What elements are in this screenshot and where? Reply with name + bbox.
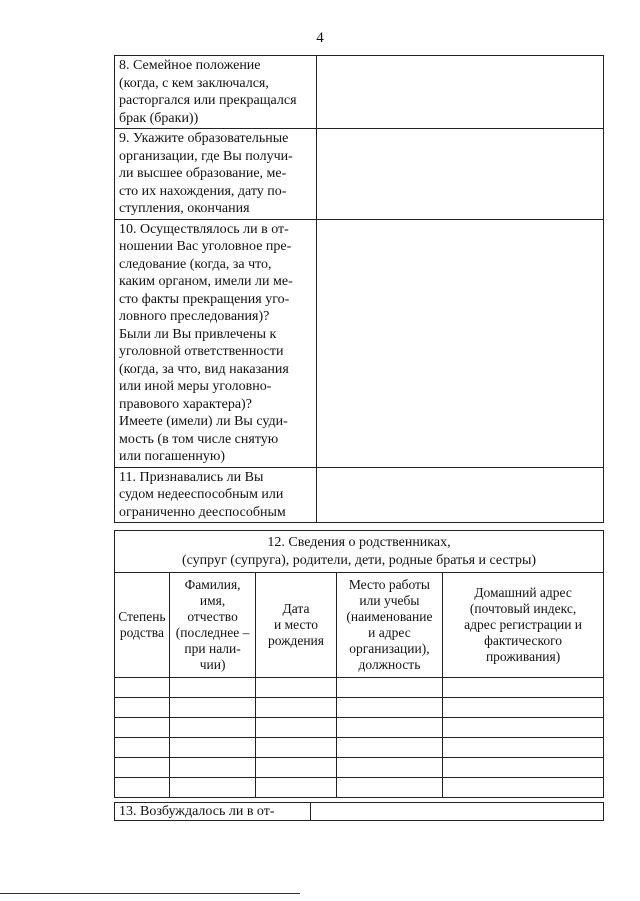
relatives-cell[interactable] — [336, 778, 443, 798]
bottom-rule — [0, 893, 300, 894]
question-row-13 — [115, 803, 604, 821]
question-13-label: 13. Возбуждалось ли в от- — [115, 803, 311, 821]
relatives-cell[interactable] — [115, 718, 170, 738]
relatives-title-line2: (супруг (супруга), родители, дети, родные братья и сестры) — [181, 553, 537, 568]
relatives-title — [115, 531, 604, 573]
relatives-cell[interactable] — [443, 698, 604, 718]
relatives-row — [115, 758, 604, 778]
relatives-cell[interactable] — [115, 778, 170, 798]
relatives-title-line1: 12. Сведения о родственниках, — [267, 535, 451, 550]
question-9-label: 9. Укажите образовательные организации, где Вы получи- ли высшее образование, ме- сто их нахождения, дату по- ступления, окончания — [115, 129, 317, 220]
col-home-address: Домашний адрес (почтовый индекс, адрес регистрации и фактического проживания) — [443, 573, 604, 678]
relatives-title-row — [115, 531, 604, 573]
question-13-answer[interactable] — [311, 803, 604, 821]
question-11-label: 11. Признавались ли Вы судом недееспособным или ограниченно дееспособным — [115, 467, 317, 523]
question-row-10 — [115, 219, 604, 467]
relatives-row — [115, 778, 604, 798]
question-8-label: 8. Семейное положение (когда, с кем заключался, расторгался или прекращался брак (браки)) — [115, 56, 317, 129]
question-row-9 — [115, 129, 604, 220]
relatives-cell[interactable] — [169, 718, 255, 738]
relatives-cell[interactable] — [256, 778, 336, 798]
col-relation-degree: Степень родства — [115, 573, 170, 678]
col-birth-date-place: Дата и место рождения — [256, 573, 336, 678]
relatives-table — [114, 530, 604, 798]
relatives-cell[interactable] — [443, 778, 604, 798]
relatives-cell[interactable] — [336, 718, 443, 738]
relatives-row — [115, 698, 604, 718]
relatives-cell[interactable] — [115, 678, 170, 698]
relatives-row — [115, 738, 604, 758]
relatives-cell[interactable] — [169, 698, 255, 718]
question-13-table — [114, 802, 604, 821]
relatives-cell[interactable] — [256, 678, 336, 698]
relatives-cell[interactable] — [115, 738, 170, 758]
relatives-cell[interactable] — [169, 678, 255, 698]
relatives-cell[interactable] — [336, 698, 443, 718]
relatives-cell[interactable] — [443, 718, 604, 738]
question-11-answer[interactable] — [316, 467, 603, 523]
relatives-cell[interactable] — [169, 738, 255, 758]
relatives-cell[interactable] — [256, 718, 336, 738]
question-8-answer[interactable] — [316, 56, 603, 129]
question-row-8 — [115, 56, 604, 129]
relatives-cell[interactable] — [256, 738, 336, 758]
questions-table — [114, 55, 604, 523]
relatives-cell[interactable] — [336, 678, 443, 698]
relatives-header-row — [115, 573, 604, 678]
relatives-cell[interactable] — [169, 778, 255, 798]
relatives-cell[interactable] — [115, 698, 170, 718]
col-workplace: Место работы или учебы (наименование и адрес организации), должность — [336, 573, 443, 678]
col-full-name: Фамилия, имя, отчество (последнее – при нали- чии) — [169, 573, 255, 678]
question-row-11 — [115, 467, 604, 523]
relatives-cell[interactable] — [443, 758, 604, 778]
relatives-cell[interactable] — [443, 678, 604, 698]
relatives-row — [115, 718, 604, 738]
question-10-answer[interactable] — [316, 219, 603, 467]
relatives-cell[interactable] — [256, 698, 336, 718]
question-9-answer[interactable] — [316, 129, 603, 220]
page-number: 4 — [316, 30, 324, 46]
relatives-cell[interactable] — [336, 738, 443, 758]
relatives-cell[interactable] — [169, 758, 255, 778]
relatives-cell[interactable] — [443, 738, 604, 758]
relatives-cell[interactable] — [256, 758, 336, 778]
relatives-cell[interactable] — [115, 758, 170, 778]
relatives-row — [115, 678, 604, 698]
question-10-label: 10. Осуществлялось ли в от- ношении Вас уголовное пре- следование (когда, за что, каким органом, имели ли ме- сто факты прекращения уго- ловного преследования)? Были ли Вы привлечены к уголовной ответственности (когда, за что, вид наказания или иной меры уголовно- правового характера)? Имеете (имели) ли Вы суди- мость (в том числе снятую или погашенную) — [115, 219, 317, 467]
relatives-cell[interactable] — [336, 758, 443, 778]
